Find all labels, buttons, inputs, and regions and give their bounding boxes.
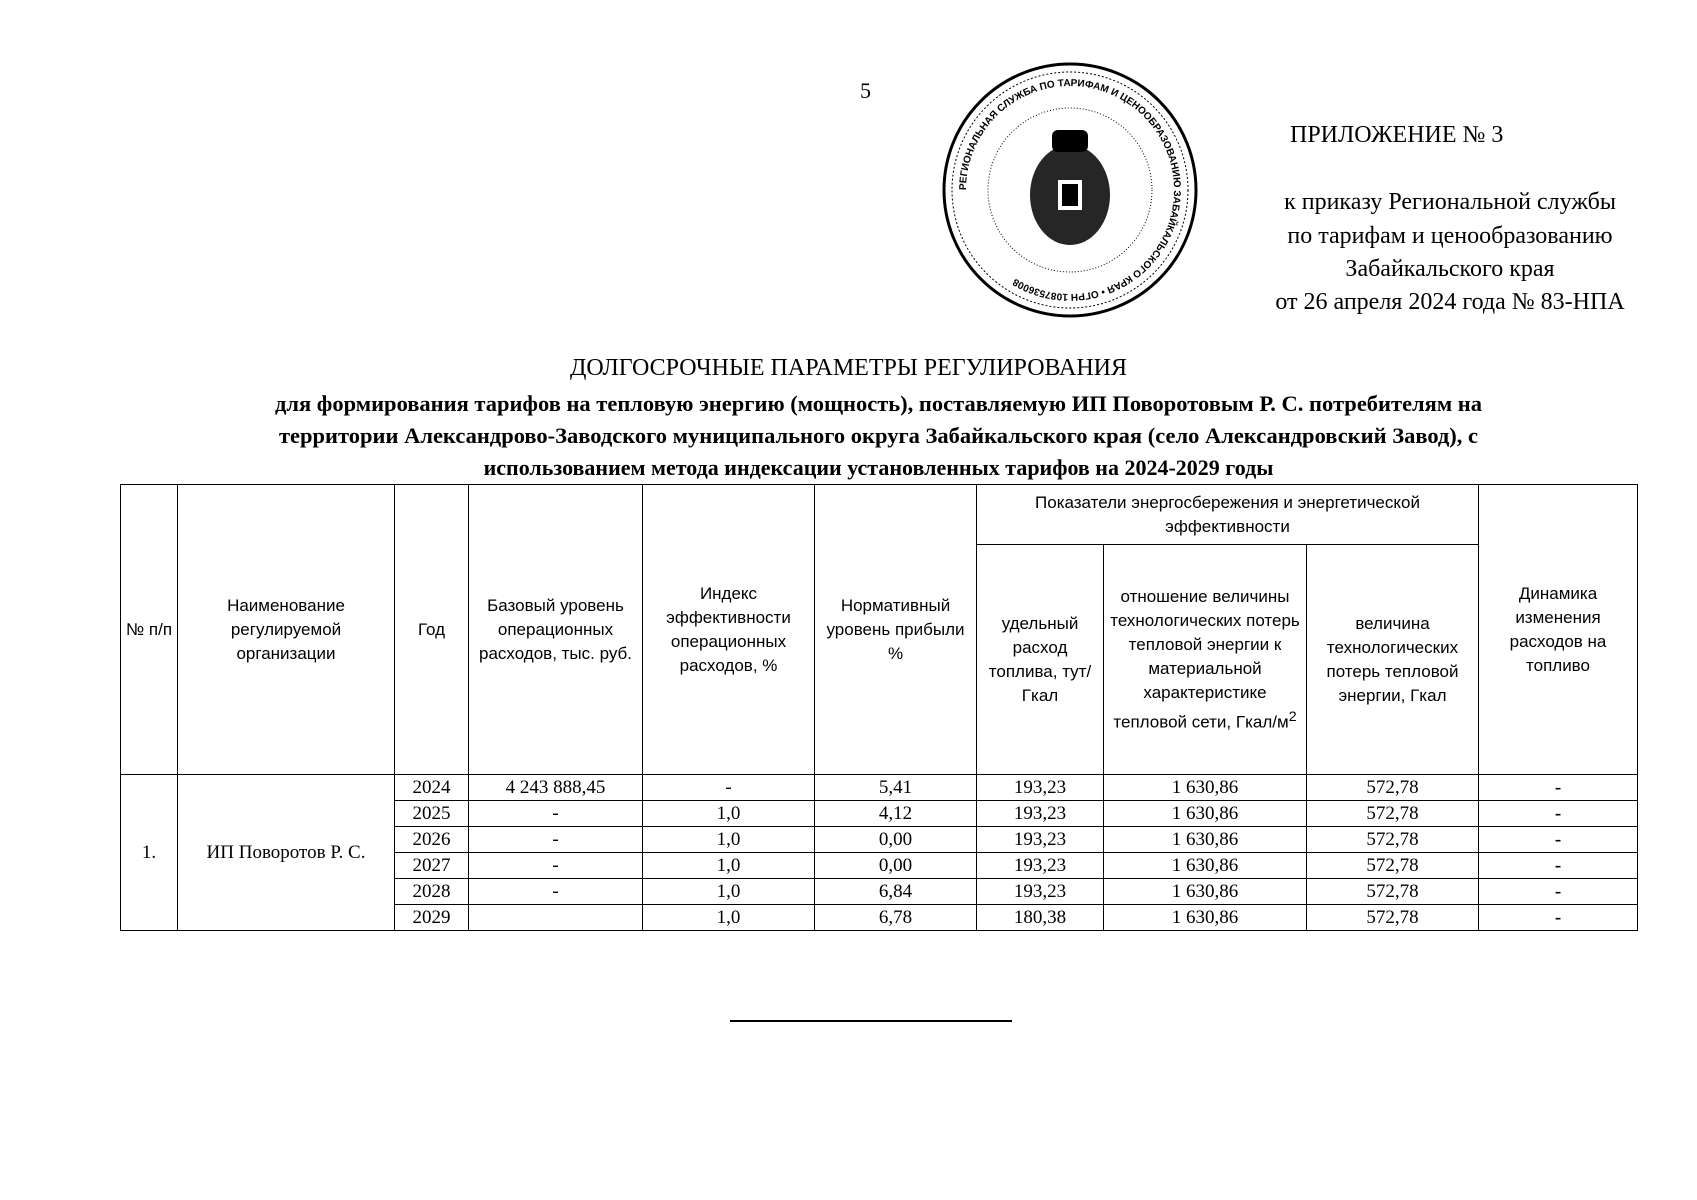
cell-profit: 0,00 — [815, 853, 977, 879]
cell-index: 1,0 — [643, 905, 815, 931]
subtitle-line: использованием метода индексации установленных тарифов на 2024-2029 годы — [483, 455, 1274, 480]
row-num: 1. — [121, 775, 178, 931]
appendix-line: Забайкальского края — [1345, 256, 1555, 282]
cell-dyn: - — [1479, 853, 1638, 879]
header-profit: Нормативный уровень прибыли % — [815, 485, 977, 775]
appendix-line: от 26 апреля 2024 года № 83-НПА — [1275, 289, 1625, 315]
cell-year: 2027 — [395, 853, 469, 879]
header-ratio: отношение величины технологических потерь тепловой энергии к материальной характеристике тепловой сети, Гкал/$м^2$ — [1104, 545, 1307, 775]
end-rule — [730, 1020, 1012, 1022]
cell-profit: 5,41 — [815, 775, 977, 801]
cell-index: 1,0 — [643, 853, 815, 879]
cell-fuel: 193,23 — [977, 775, 1104, 801]
cell-dyn: - — [1479, 827, 1638, 853]
cell-index: 1,0 — [643, 827, 815, 853]
cell-index: 1,0 — [643, 879, 815, 905]
official-stamp — [940, 60, 1200, 320]
cell-fuel: 193,23 — [977, 879, 1104, 905]
stamp-text: РЕГИОНАЛЬНАЯ СЛУЖБА ПО ТАРИФАМ И ЦЕНООБРАЗОВАНИЮ ЗАБАЙКАЛЬСКОГО КРАЯ • ОГРН 1087536008 — [957, 77, 1183, 303]
cell-losses: 572,78 — [1307, 853, 1479, 879]
cell-fuel: 180,38 — [977, 905, 1104, 931]
header-num: № п/п — [121, 485, 178, 775]
cell-profit: 6,78 — [815, 905, 977, 931]
parameters-table — [120, 484, 1638, 931]
cell-ratio: 1 630,86 — [1104, 775, 1307, 801]
header-index: Индекс эффективности операционных расходов, % — [643, 485, 815, 775]
cell-losses: 572,78 — [1307, 801, 1479, 827]
cell-base: - — [469, 827, 643, 853]
appendix-line: к приказу Региональной службы — [1284, 189, 1616, 215]
appendix-line: по тарифам и ценообразованию — [1287, 223, 1613, 249]
cell-dyn: - — [1479, 879, 1638, 905]
cell-profit: 0,00 — [815, 827, 977, 853]
cell-year: 2029 — [395, 905, 469, 931]
header-base: Базовый уровень операционных расходов, тыс. руб. — [469, 485, 643, 775]
cell-fuel: 193,23 — [977, 801, 1104, 827]
cell-dyn: - — [1479, 801, 1638, 827]
cell-profit: 6,84 — [815, 879, 977, 905]
page-number: 5 — [860, 78, 871, 103]
cell-losses: 572,78 — [1307, 775, 1479, 801]
subtitle-line: территории Александрово-Заводского муниципального округа Забайкальского края (село Александровский Завод), с — [278, 423, 1479, 448]
cell-year: 2026 — [395, 827, 469, 853]
header-group: Показатели энергосбережения и энергетической эффективности — [977, 485, 1479, 545]
cell-profit: 4,12 — [815, 801, 977, 827]
cell-ratio: 1 630,86 — [1104, 801, 1307, 827]
cell-ratio: 1 630,86 — [1104, 853, 1307, 879]
cell-ratio: 1 630,86 — [1104, 827, 1307, 853]
cell-losses: 572,78 — [1307, 905, 1479, 931]
cell-losses: 572,78 — [1307, 827, 1479, 853]
cell-base: 4 243 888,45 — [469, 775, 643, 801]
cell-base: - — [469, 801, 643, 827]
cell-losses: 572,78 — [1307, 879, 1479, 905]
header-org: Наименование регулируемой организации — [178, 485, 395, 775]
header-losses: величина технологических потерь тепловой энергии, Гкал — [1307, 545, 1479, 775]
cell-base: - — [469, 853, 643, 879]
cell-base: - — [469, 879, 643, 905]
cell-ratio: 1 630,86 — [1104, 879, 1307, 905]
appendix-title: ПРИЛОЖЕНИЕ № 3 — [1290, 122, 1504, 148]
cell-index: 1,0 — [643, 801, 815, 827]
cell-year: 2028 — [395, 879, 469, 905]
cell-index: - — [643, 775, 815, 801]
org-name: ИП Поворотов Р. С. — [178, 775, 395, 931]
subtitle-line: для формирования тарифов на тепловую энергию (мощность), поставляемую ИП Поворотовым Р. С. потребителям на — [274, 391, 1483, 416]
header-fuel: удельный расход топлива, тут/Гкал — [977, 545, 1104, 775]
cell-ratio: 1 630,86 — [1104, 905, 1307, 931]
cell-dyn: - — [1479, 905, 1638, 931]
cell-year: 2025 — [395, 801, 469, 827]
header-dynamics: Динамика изменения расходов на топливо — [1479, 485, 1638, 775]
document-title: ДОЛГОСРОЧНЫЕ ПАРАМЕТРЫ РЕГУЛИРОВАНИЯ — [569, 355, 1128, 381]
cell-base — [469, 905, 643, 931]
header-year: Год — [395, 485, 469, 775]
cell-fuel: 193,23 — [977, 853, 1104, 879]
cell-dyn: - — [1479, 775, 1638, 801]
cell-fuel: 193,23 — [977, 827, 1104, 853]
table-row — [121, 775, 1638, 801]
cell-year: 2024 — [395, 775, 469, 801]
